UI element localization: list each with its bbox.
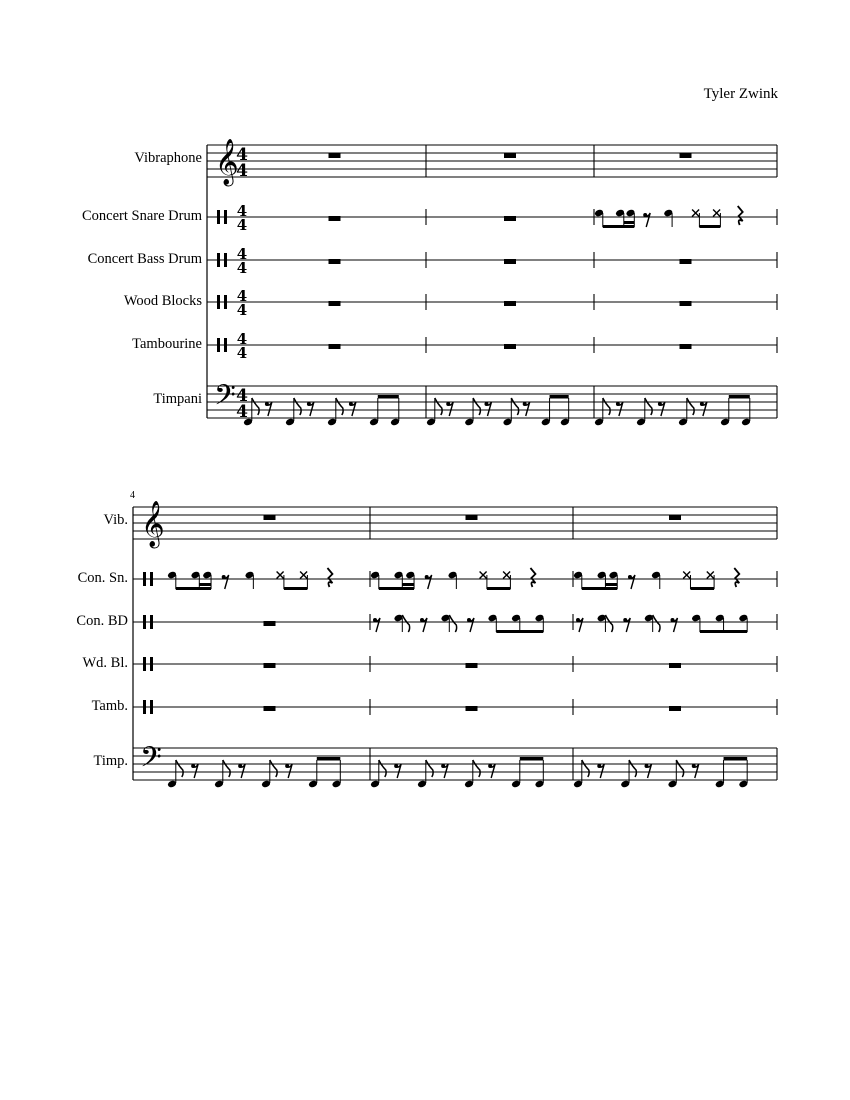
whole-rest bbox=[329, 153, 341, 158]
note-flag bbox=[473, 760, 480, 777]
note-flag bbox=[653, 615, 660, 632]
whole-rest bbox=[669, 515, 681, 520]
whole-rest bbox=[669, 663, 681, 668]
treble-clef: 𝄞 bbox=[215, 139, 239, 185]
beam bbox=[550, 395, 569, 399]
beam bbox=[605, 583, 617, 586]
note-flag bbox=[629, 760, 636, 777]
beam bbox=[199, 583, 211, 586]
beam bbox=[690, 587, 714, 590]
time-signature: 4 bbox=[236, 202, 248, 220]
percussion-clef bbox=[143, 615, 146, 629]
instrument-label: Tamb. bbox=[91, 698, 128, 714]
whole-rest bbox=[264, 515, 276, 520]
percussion-clef bbox=[150, 615, 153, 629]
whole-rest bbox=[264, 706, 276, 711]
beam bbox=[379, 587, 414, 590]
quarter-rest bbox=[327, 568, 332, 587]
instrument-label: Timp. bbox=[93, 753, 128, 769]
whole-rest bbox=[466, 515, 478, 520]
whole-rest bbox=[504, 344, 516, 349]
percussion-clef bbox=[217, 338, 220, 352]
percussion-clef bbox=[224, 295, 227, 309]
instrument-label: Vib. bbox=[103, 512, 128, 528]
whole-rest bbox=[669, 706, 681, 711]
percussion-clef bbox=[224, 338, 227, 352]
time-signature: 4 bbox=[236, 330, 248, 348]
quarter-rest bbox=[530, 568, 535, 587]
note-flag bbox=[379, 760, 386, 777]
measure-number: 4 bbox=[130, 490, 135, 501]
composer-name: Tyler Zwink bbox=[703, 86, 778, 102]
instrument-label: Tambourine bbox=[132, 336, 202, 352]
instrument-label: Concert Bass Drum bbox=[87, 251, 202, 267]
whole-rest bbox=[504, 259, 516, 264]
beam bbox=[496, 630, 543, 633]
beam bbox=[699, 225, 720, 228]
whole-rest bbox=[329, 216, 341, 221]
beam bbox=[700, 630, 747, 633]
time-signature: 4 bbox=[236, 161, 248, 181]
time-signature: 4 bbox=[236, 287, 248, 305]
time-signature: 4 bbox=[236, 145, 248, 165]
beam bbox=[176, 587, 211, 590]
percussion-clef bbox=[143, 657, 146, 671]
note-flag bbox=[402, 615, 409, 632]
percussion-clef bbox=[150, 700, 153, 714]
note-flag bbox=[223, 760, 230, 777]
beam bbox=[402, 583, 414, 586]
instrument-label: Concert Snare Drum bbox=[82, 208, 202, 224]
whole-rest bbox=[264, 663, 276, 668]
whole-rest bbox=[680, 344, 692, 349]
beam bbox=[378, 395, 399, 399]
percussion-clef bbox=[224, 253, 227, 267]
whole-rest bbox=[680, 153, 692, 158]
instrument-label: Vibraphone bbox=[134, 150, 202, 166]
quarter-rest bbox=[734, 568, 739, 587]
whole-rest bbox=[680, 301, 692, 306]
whole-rest bbox=[466, 663, 478, 668]
note-flag bbox=[336, 398, 343, 415]
note-flag bbox=[582, 760, 589, 777]
note-flag bbox=[449, 615, 456, 632]
whole-rest bbox=[329, 344, 341, 349]
instrument-label: Con. Sn. bbox=[77, 570, 128, 586]
whole-rest bbox=[680, 259, 692, 264]
note-flag bbox=[603, 398, 610, 415]
whole-rest bbox=[504, 216, 516, 221]
note-flag bbox=[294, 398, 301, 415]
note-flag bbox=[511, 398, 518, 415]
whole-rest bbox=[466, 706, 478, 711]
whole-rest bbox=[504, 153, 516, 158]
note-flag bbox=[687, 398, 694, 415]
time-signature: 4 bbox=[236, 301, 248, 319]
time-signature: 4 bbox=[236, 402, 248, 422]
percussion-clef bbox=[143, 700, 146, 714]
treble-clef: 𝄞 bbox=[141, 501, 165, 547]
note-flag bbox=[435, 398, 442, 415]
beam bbox=[487, 587, 511, 590]
percussion-clef bbox=[217, 253, 220, 267]
note-flag bbox=[270, 760, 277, 777]
whole-rest bbox=[264, 621, 276, 626]
time-signature: 4 bbox=[236, 386, 248, 406]
beam bbox=[724, 757, 748, 761]
note-flag bbox=[252, 398, 259, 415]
beam bbox=[520, 757, 544, 761]
instrument-label: Wd. Bl. bbox=[82, 655, 128, 671]
note-flag bbox=[426, 760, 433, 777]
whole-rest bbox=[504, 301, 516, 306]
bass-clef: 𝄢 bbox=[140, 741, 162, 781]
beam bbox=[582, 587, 617, 590]
note-flag bbox=[176, 760, 183, 777]
percussion-clef bbox=[143, 572, 146, 586]
note-flag bbox=[473, 398, 480, 415]
instrument-label: Wood Blocks bbox=[123, 293, 202, 309]
time-signature: 4 bbox=[236, 245, 248, 263]
instrument-label: Timpani bbox=[153, 391, 202, 407]
beam bbox=[729, 395, 750, 399]
beam bbox=[284, 587, 308, 590]
percussion-clef bbox=[217, 295, 220, 309]
beam bbox=[603, 225, 635, 228]
quarter-rest bbox=[738, 206, 743, 225]
bass-clef: 𝄢 bbox=[214, 379, 236, 419]
instrument-label: Con. BD bbox=[76, 613, 128, 629]
beam bbox=[624, 221, 635, 224]
time-signature: 4 bbox=[236, 216, 248, 234]
percussion-clef bbox=[150, 657, 153, 671]
percussion-clef bbox=[150, 572, 153, 586]
time-signature: 4 bbox=[236, 259, 248, 277]
note-flag bbox=[645, 398, 652, 415]
time-signature: 4 bbox=[236, 344, 248, 362]
whole-rest bbox=[329, 259, 341, 264]
note-flag bbox=[605, 615, 612, 632]
beam bbox=[317, 757, 341, 761]
note-flag bbox=[676, 760, 683, 777]
percussion-clef bbox=[217, 210, 220, 224]
percussion-clef bbox=[224, 210, 227, 224]
whole-rest bbox=[329, 301, 341, 306]
